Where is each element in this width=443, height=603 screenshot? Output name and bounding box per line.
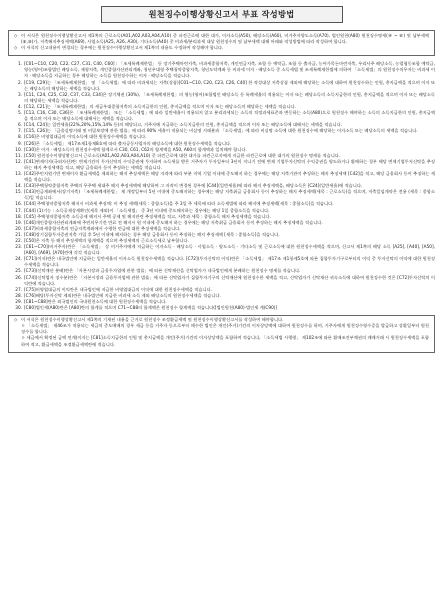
item-number: 26. [15,275,22,281]
item-number: 1. [17,62,22,68]
item-number: 17. [15,208,22,214]
item-number: 8. [17,135,22,141]
item-number: 21. [15,232,22,238]
item-text: [C44] 주택청약종합저축 해지시 비과세 추징액: 이 추징 세액(세목 : 종합소득)을 주 3일 주 세목에 따라 소득세법에 따라 해지에 추징세액[세목 : 종합소득]을 적습니다. [24,202,334,208]
item-text: [C01~C10, C20, C22, C27, C31, C40, C60] : 「조세특례제한법」 등 장기주택마련저축, 비과세종합저축, 개인연금저축, 조합 등 예탁금, 조합 등 출자금, 농어가목돈마련저축, 우리사주 배당소득, 농업협동조합 예탁금, 영농(영어)조합법인 배당소득, 재형저축, 개인종합자산관리계좌, 청년우대형 주택청약종합저축, 청년도약계좌 등 비과세 이자 · 배당소득 중 소득세법 및 조세특례제한법에 의하여 「소득세법」의 원천징수의무자는 비과세 이자 · 배당소득을 지급하는 경우 해당하는 소득을 원천징수하는 이자 · 배당소득을 적습니다. [24,62,435,80]
item-number: 20. [15,226,22,232]
instruction-item [12,111,435,123]
item-number: 28. [15,293,22,299]
instruction-item [12,245,435,257]
instruction-item [12,81,435,93]
item-text: [C47]비과세종합저축의 연금저축계좌에서 수령한 연금에 대한 추징세액을 적습니다. [24,226,181,232]
item-text: [C73](신탁재산 분배)란은 「자본시장과 금융투자업에 관한 법률」에 따른 신탁재산을 신탁업자가 내국법인에게 분배하는 원천징수 명세를 적습니다. [24,269,301,275]
outro-text: ㅇ 세금에서 확정된 금액 연계(이자는 [C81]소득지급한의 인원 및 총지급액을 개인(주거)기간의 이자상당액을 포함하여 적습니다, 「소득세법 시행령」 제102조에 따른 환매조건부채권의 매매거래 시 원천징수세액을 포함하여 적고, 환급세액을 조정환급세액란에 적습니다. [21,336,429,348]
instruction-list [8,62,435,312]
item-number: 15. [15,190,22,196]
outro-line [14,324,429,336]
item-text: [C12, C21]는 「조세특례제한법」의 세금우대종합저축의 소득지급한의 인원, 총지급액을 적으며 이자 또는 배당소득의 해당하는 세액을 적습니다. [24,104,296,110]
item-text: [C41]변제이자(국외자산)란: 변제기간이 투자신탁의 수익증권에 투자하여 소득세를 받은 거주자가 투자일부터 3년이 지나기 전에 변제 기업투자신탁의 수익증권을 양도하거나 환매하는 경우 해당 변제기업투자신탁을 추징하는 해지 추징세액을 적고, 해당 금융회사 등이 추징하는 세액을 적습니다. [24,159,435,171]
item-number: 6. [17,123,22,129]
item-number: 19. [15,220,22,226]
item-number: 18. [15,214,22,220]
item-number: 14. [15,184,22,190]
instruction-item [12,160,435,172]
item-text: [C46]개인종합자산관리계좌에 주민의무기간 만료 전 해지시 원 이내에 중도해지 하는 경우에는 해당 저축취급 금융회사 등이 추징하는 해지 추징세액을 적습니다. [24,220,323,226]
item-text: [C19, C29]는 「조세특례제한법」 및 「소득세법」에 따라 비과세되는 저축(상품)[C01~C10, C20, C23, C26, C40] 한 작성대상 저축상품 제외에 해당하는 소득에 대하여 원천징수하는 인원, 총지급액을 적으며 이자 또는 배당소득의 해당하는 세액을 적습니다. [24,80,435,92]
diamond-bullet-icon: ◇ [14,318,18,324]
instruction-item [12,306,435,312]
item-number: 11. [15,153,22,159]
outro-box [8,315,435,352]
item-number: 12. [15,159,22,165]
item-number: 2. [17,80,22,86]
item-text: [C75]비영업대금의 이익란은 내국법인에 지급한 비영업대금의 이익에 대한 원천징수세액을 적습니다. [24,287,213,293]
intro-line [14,34,429,46]
outro-text: 이 서식은 원천징수이행상황신고서 제1쪽의 기재된 내용을 근거로 원천징수 조정환급세액 및 원천징수이행상황신고서를 작성하여 해야합니다. [21,318,284,324]
instruction-item [12,93,435,105]
item-number: 16. [15,202,22,208]
instruction-item [12,190,435,202]
intro-box [8,30,435,56]
intro-line [14,46,429,52]
item-text: [C44] (1)기능 : 소득공제상세확인(세목 제외)이 「소득세법」 중 3년 이내에 중도해지하는 경우에는 해당 1일 종합소득을 적습니다. [24,208,270,214]
instruction-item [12,62,435,80]
item-number: 3. [17,92,22,98]
item-text: [C81~C88]란은 외국법인의 국내원천소득에 대한 원천징수세액을 적습니다. [24,299,167,305]
item-text: [C45] 주택청약종합저축 소득공제 해지시 주택 공제 및 해지관련 추징세액을 적고, 저축과 세목 : 종합소득 해지 추징세액을 적습니다. [24,214,271,220]
intro-text: 이 서식은 원천징수이행상황신고서 제1쪽의 근로소득(A01,A02,A03,A04,A10) 중 파견근로에 대한 대가, 이자소득(A50), 배당소득(A60), 비거주자양도소득(A70), 법인원천(A80) 원천징수명세(④ ~ ⑥) 및 납부세액(⑨,⑩)가, 저축해지추징세액(A69), 사업소득(A25, A26, A30), 기타소득(A40) 중 비과세/분리과세 대상 원천징수의 및 납부세액 대해 아래와 작성방법에 따라 작성하여 합니다. [21,34,429,46]
item-number: 24. [15,257,22,263]
diamond-bullet-icon: ◇ [14,34,18,39]
item-text: [C13, C16, C30, C36]은 「조세특례제한법」 또는 「소득세법」에 따라 일반세율이 적용되지 않고 분리과세되는 소득의 적정과세표준과 변동하는 소득(A80)으로 원천징수 해야하는 소득의 소득지급한의 인원, 총지급액을 적으며 이자 또는 배당소득에 대해서는 세액을 적습니다. [24,111,435,123]
outro-text: ㅇ 「소득세법」 제46조가 적용되는 세금의 중도매매의 경우 세금 등을 거주자 등으로부터 매수한 법인은 개인(주거)기간의 이자상당액에 대하여 원천징수를 하며, 거주자에게 원천징수영수증을 발급하고 상환일부터 원천징수를 합니다. [21,324,429,336]
document-title: 원천징수이행상황신고서 부표 작성방법 [101,6,343,23]
item-number: 7. [17,129,22,135]
item-text: [C74](신탁업자 징수분)란은 「자본시장과 금융투자업에 관한 법률」에 따른 신탁업자가 집합투자기구의 신탁재산에 원천징수한 세액을 적고, 신탁업자가 신탁재산 귀속소득에 대하여 원천징수한 것은 [C72]투자신탁의 이익란에 적습니다. [24,275,435,287]
item-number: 29. [15,299,22,305]
instruction-item [12,276,435,288]
item-text: [C76]배당(투자신탁 제외)란은 내국법인에 지급한 비과세 소득 제외 배당소득의 원천징수세액을 적습니다. [24,293,221,299]
item-text: [C50] 원천징수이행상황신고서 근로소득(A01,A02,A03,A04,A10) 중 파견근로에 대한 대가를 파견근로자에게 지급한 파견근로에 대한 대가의 원천징수 명세를 적습니다. [24,153,341,159]
item-text: [C16]은 비영업대금의 이익소득에 대한 원천징수세액을 적습니다. [24,135,147,141]
item-number: 22. [15,239,22,244]
item-text: [C15, C26]는 「금융실명거래 및 비밀보장에 관한 법률」에 따라 90% 세율이 적용되는 비실명 거래분과 「소득세법」에 따라 비실명 소득에 대한 원천징수에 해당하는 이자소득 또는 배당소득의 세액을 적습니다. [24,129,418,135]
item-number: 10. [15,147,22,153]
item-text: [C30]은 이자 · 배당소득의 원천징수세액 합계로서 C30, C61, C62의 합계액을 A50, A60의 합계액과 일치해야 합니다. [24,147,247,153]
outro-line [14,336,429,348]
item-number: 4. [17,104,22,110]
item-text: [C43]연금계좌에서(장기저축) 「조세특례제한법」 제 개정일부터 5년 이내에 중도해지하는 경우에는 해당 저축취급 금융회사 등이 추징하는 해지 추징세액(세목 : 근로소득)을 적으며, 저축일임계약은 전용 (세목 : 종합소득)일 적습니다. [24,190,435,202]
item-number: 30. [15,306,22,312]
item-text: [C14, C24]는 일반세율(22%,20%,15%,14% 등)의 해당되고, 거주자에 지급하는 소득지급한의 인원, 총지급액을 적으며 이자 또는 배당소득에 대해서는 세액을 적습니다. [24,123,343,129]
item-text: [C61~C70](비거주자)란은 「소득세법」 상 비거주자에게 지급하는 이자소득 · 배당소득 · 사업소득 · 양도소득 · 기타소득 및 근로소득에 대한 원천징수세액을 적으며, 신고서 제1쪽의 해당 소득 [A25], [A40], [A50], [A60], [A69], [A70]란에 각각 적습니다. [24,245,435,257]
instruction-item [12,172,435,184]
item-text: [C71](이자)란은 내국법인에 지급하는 일반세율의 이자소득 원천징수세액을 적습니다. [C72](투자신탁의 이익)란은 「소득세법」 제17조 제1항제5호에 따른 집합투자기구로부터의 이익 중 투자신탁의 이익에 대한 원천징수세액을 적습니다. [24,257,435,269]
intro-text: 이 서식의 신고내용이 변경되는 경우에는 원천징수이행상황신고서 제1쪽의 내용도 수정하여 작성해야 합니다. [21,46,224,52]
item-text: [C26]은 「소득세법」 제17조제1항제8호에 따라 출자공동사업자의 배당소득에 대한 원천징수세액을 적습니다. [24,141,232,147]
item-text: [C43]주택청약종합저축 주택의 무주택 세대주 해지 추징세액에 해당하여 그 자격이 변경된 경우에 [C44](일반세율)에 따라 해지 추징세액을, 배당소득은 [C24](일반세율)에 적습니다. [24,184,363,190]
item-number: 23. [15,245,22,251]
item-text: [C48]장기집합투자증권저축 가입 후 5년 이내에 해지하는 경우 해당 금융회사 등이 추징하는 해지 추징세액 [세목 : 종합소득]을 적습니다. [24,232,280,238]
item-text: [C80]법인세(A80)란은 [A80]란의 합계를 적으며 C71~C88의 합계액은 원천징수 합계액을 적습니다([법인원천(A80)·법인세 계(C90)] [24,306,278,312]
item-number: 27. [15,287,22,293]
item-number: 9. [17,141,22,147]
instruction-item [12,257,435,269]
diamond-bullet-icon: ◇ [14,46,18,52]
item-number: 13. [15,171,22,177]
item-text: [C50]은 저축 등 해지 추징세액의 합계액을 적으며 추징세액의 근로소득세로 납부합니다. [24,239,189,244]
item-text: [C11, C24, C25, C32, C37, C33, C34]은 장기채권 (30%), 「조세특례제한법」의 영농(영어)조합법인 배당소득 등 특례세율의 적용되는 이자 또는 배당소득의 소득지급한의 인원, 총지급액을 적으며 이자 또는 배당소득의 해당하는 세액을 적습니다. [24,92,435,104]
item-number: 5. [17,111,22,117]
item-number: 25. [15,269,22,275]
item-text: [C42]주민지원기반 변제이자 환급세액을 제외하는 해지 추징세액은 해당 자격에 따라 부분 지역 기업 이내에 중도해지 하는 경우에는 해당 저축기관이 추징하는 해지 추징세액 [C42]을 적고, 해당 금융회사 등이 추징하는 세액을 적습니다. [24,171,435,184]
